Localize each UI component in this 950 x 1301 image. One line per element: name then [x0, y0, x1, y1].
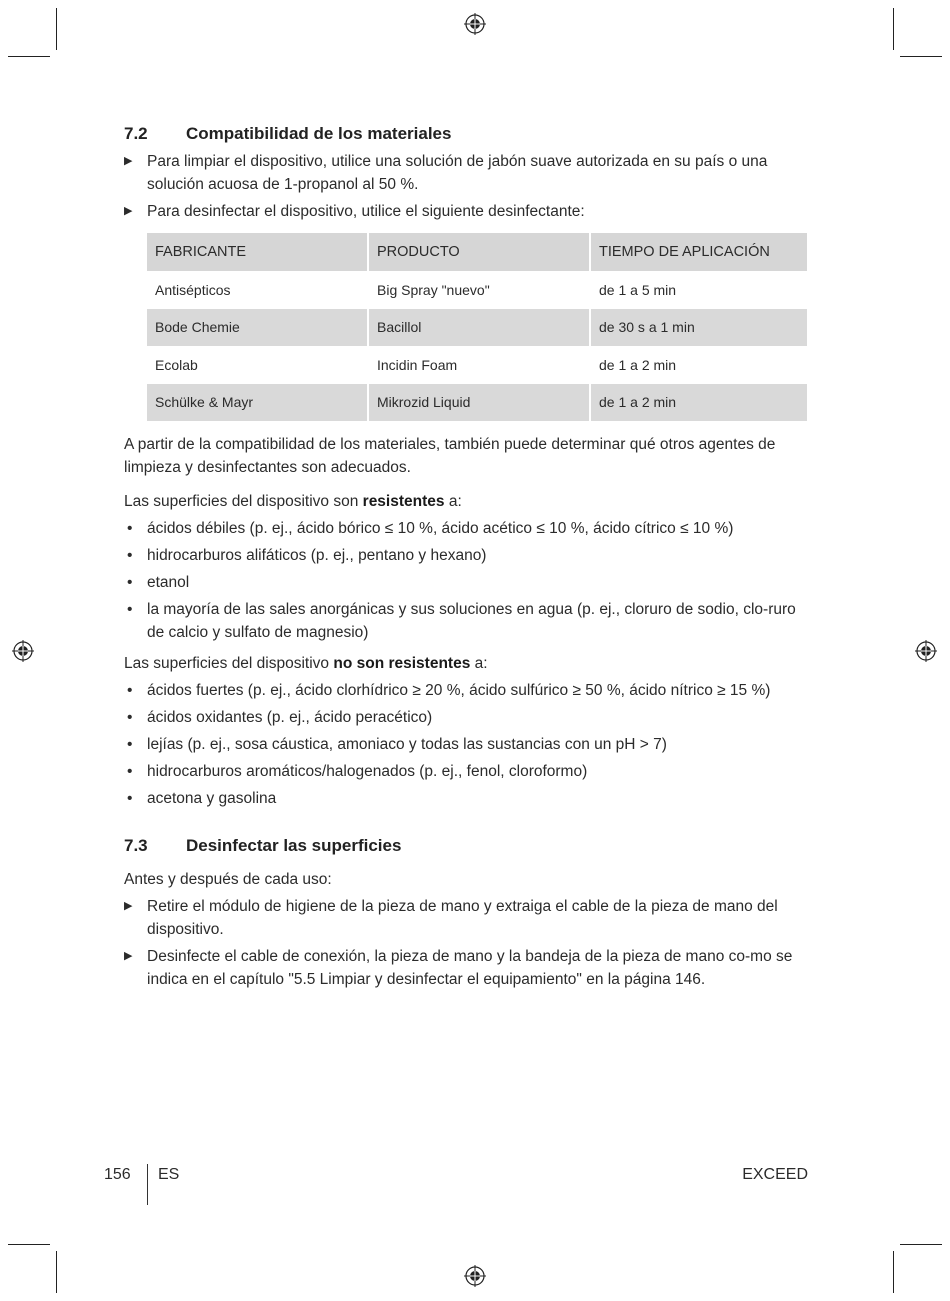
- dot-bullet-icon: •: [127, 763, 133, 780]
- list-item: [124, 517, 810, 540]
- non-resistant-intro: [124, 652, 810, 675]
- table-cell: Bacillol: [369, 309, 589, 347]
- table-cell: Bode Chemie: [147, 309, 367, 347]
- arrow-bullet-icon: ▶: [124, 205, 133, 217]
- table-cell: de 1 a 2 min: [591, 384, 807, 422]
- dot-bullet-icon: •: [127, 736, 133, 753]
- arrow-bullet-icon: ▶: [124, 155, 133, 167]
- crop-mark: [8, 1244, 50, 1245]
- section-title: Compatibilidad de los materiales: [186, 124, 452, 143]
- table-cell: Ecolab: [155, 356, 198, 373]
- table-cell: de 1 a 5 min: [599, 281, 677, 298]
- column-header: FABRICANTE: [147, 233, 367, 271]
- product-name: EXCEED: [742, 1166, 808, 1183]
- table-cell: de 30 s a 1 min: [591, 309, 807, 347]
- page-number: 156: [104, 1166, 131, 1183]
- intro-text: a:: [444, 493, 462, 510]
- list-item-text: ácidos oxidantes (p. ej., ácido peracético): [147, 709, 433, 726]
- dot-bullet-icon: •: [127, 790, 133, 807]
- list-item-text: hidrocarburos aromáticos/halogenados (p. ej., fenol, cloroformo): [147, 763, 588, 780]
- crop-mark: [900, 56, 942, 57]
- instruction-item: [124, 945, 810, 991]
- section-number: 7.3: [124, 836, 148, 855]
- dot-bullet-icon: •: [127, 709, 133, 726]
- list-item: [124, 598, 810, 644]
- crop-mark: [56, 1251, 57, 1293]
- table-row: [147, 309, 807, 347]
- crop-mark: [8, 56, 50, 57]
- list-item: [124, 679, 810, 702]
- dot-bullet-icon: •: [127, 574, 133, 591]
- section-number: 7.2: [124, 124, 148, 143]
- non-resistant-list: [124, 679, 810, 810]
- dot-bullet-icon: •: [127, 547, 133, 564]
- footer-divider: [147, 1164, 148, 1205]
- table-cell: Schülke & Mayr: [147, 384, 367, 422]
- dot-bullet-icon: •: [127, 601, 133, 618]
- table-cell: Big Spray "nuevo": [377, 281, 490, 298]
- intro-text: Las superficies del dispositivo son: [124, 493, 363, 510]
- list-item: [124, 733, 810, 756]
- dot-bullet-icon: •: [127, 682, 133, 699]
- column-header: TIEMPO DE APLICACIÓN: [591, 233, 807, 271]
- arrow-bullet-icon: ▶: [124, 950, 133, 962]
- instruction-text: Retire el módulo de higiene de la pieza de mano y extraiga el cable de la pieza de mano del dispositivo.: [147, 898, 778, 938]
- crop-mark: [893, 1251, 894, 1293]
- crosshair-registration-icon: [915, 640, 937, 662]
- crop-mark: [56, 8, 57, 50]
- list-item-text: hidrocarburos alifáticos (p. ej., pentano y hexano): [147, 547, 487, 564]
- list-item: [124, 706, 810, 729]
- list-item-text: acetona y gasolina: [147, 790, 277, 807]
- list-item: [124, 544, 810, 567]
- dot-bullet-icon: •: [127, 520, 133, 537]
- list-item: [124, 571, 810, 594]
- language-code: ES: [158, 1166, 180, 1183]
- table-cell: Incidin Foam: [377, 356, 458, 373]
- instruction-item: [124, 150, 810, 196]
- disinfectant-table: [145, 233, 809, 421]
- table-cell: de 1 a 2 min: [599, 356, 677, 373]
- crosshair-registration-icon: [464, 1265, 486, 1287]
- instruction-item: [124, 200, 810, 223]
- table-row: [147, 271, 807, 309]
- page-content: [124, 124, 810, 991]
- section-heading-7-3: [124, 836, 810, 856]
- list-item: [124, 760, 810, 783]
- list-item-text: lejías (p. ej., sosa cáustica, amoniaco y todas las sustancias con un pH > 7): [147, 736, 667, 753]
- crosshair-registration-icon: [12, 640, 34, 662]
- section-heading-7-2: [124, 124, 810, 144]
- instruction-text: Desinfecte el cable de conexión, la pieza de mano y la bandeja de la pieza de mano co-mo se indica en el capítulo "5.5 Limpiar y desinfectar el equipamiento" en la página 146.: [147, 948, 793, 988]
- intro-bold: resistentes: [362, 493, 445, 510]
- section-title: Desinfectar las superficies: [186, 836, 402, 855]
- instruction-item: [124, 895, 810, 941]
- crop-mark: [893, 8, 894, 50]
- table-header-row: [147, 233, 807, 271]
- intro-text: Las superficies del dispositivo: [124, 655, 334, 672]
- column-header: PRODUCTO: [369, 233, 589, 271]
- instruction-text: Para limpiar el dispositivo, utilice una solución de jabón suave autorizada en su país o una solución acuosa de 1-propanol al 50 %.: [147, 153, 768, 193]
- compatibility-paragraph: A partir de la compatibilidad de los materiales, también puede determinar qué otros agentes de limpieza y desinfectantes son adecuados.: [124, 436, 776, 476]
- resistant-list: [124, 517, 810, 644]
- list-item-text: ácidos débiles (p. ej., ácido bórico ≤ 10 %, ácido acético ≤ 10 %, ácido cítrico ≤ 10 %): [147, 520, 734, 537]
- section-intro: Antes y después de cada uso:: [124, 871, 332, 888]
- table-cell: Mikrozid Liquid: [369, 384, 589, 422]
- table-row: [147, 384, 807, 422]
- list-item-text: ácidos fuertes (p. ej., ácido clorhídrico ≥ 20 %, ácido sulfúrico ≥ 50 %, ácido nítrico ≥ 15 %): [147, 682, 771, 699]
- arrow-bullet-icon: ▶: [124, 900, 133, 912]
- list-item-text: la mayoría de las sales anorgánicas y sus soluciones en agua (p. ej., cloruro de sodio, clo-ruro de calcio y sulfato de magnesio): [147, 601, 796, 641]
- list-item-text: etanol: [147, 574, 190, 591]
- table-row: [147, 346, 807, 384]
- resistant-intro: [124, 490, 810, 513]
- list-item: [124, 787, 810, 810]
- intro-text: a:: [470, 655, 488, 672]
- crop-mark: [900, 1244, 942, 1245]
- table-cell: Antisépticos: [155, 281, 231, 298]
- intro-bold: no son resistentes: [333, 655, 471, 672]
- crosshair-registration-icon: [464, 13, 486, 35]
- instruction-text: Para desinfectar el dispositivo, utilice el siguiente desinfectante:: [147, 203, 585, 220]
